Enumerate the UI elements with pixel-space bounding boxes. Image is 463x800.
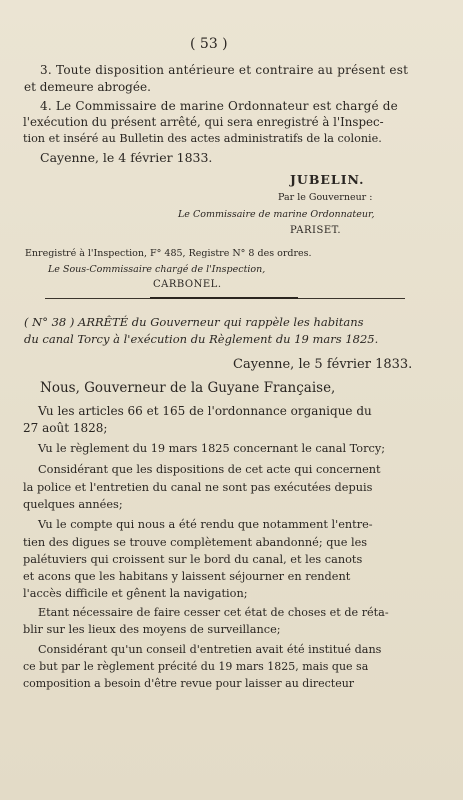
decree-line: et acons que les habitans y laissent séjourner en rendent xyxy=(23,570,351,583)
decree-line: ce but par le règlement précité du 19 mars 1825, mais que sa xyxy=(23,660,369,673)
article-4-line-1: 4. Le Commissaire de marine Ordonnateur est chargé de xyxy=(40,99,398,113)
decree-date: Cayenne, le 5 février 1833. xyxy=(233,357,413,372)
registration-signer: CARBONEL. xyxy=(153,279,222,290)
registration-line: Enregistré à l'Inspection, F° 485, Registre N° 8 des ordres. xyxy=(25,248,312,259)
decree-line: Vu les articles 66 et 165 de l'ordonnance organique du xyxy=(38,404,372,418)
registration-role: Le Sous-Commissaire chargé de l'Inspection, xyxy=(48,264,266,275)
signer-role: Le Commissaire de marine Ordonnateur, xyxy=(178,209,375,220)
article-4-line-2: l'exécution du présent arrêté, qui sera enregistré à l'Inspec- xyxy=(23,115,384,129)
page-number: ( 53 ) xyxy=(190,36,228,52)
governor-signature: JUBELIN. xyxy=(290,172,365,187)
decree-title-line-1: ( N° 38 ) ARRÊTÉ du Gouverneur qui rappèle les habitans xyxy=(24,315,364,329)
decree-line: la police et l'entretien du canal ne sont pas exécutées depuis xyxy=(23,481,373,494)
article-3-line-1: 3. Toute disposition antérieure et contraire au présent est xyxy=(40,63,409,77)
decree-line: blir sur les lieux des moyens de surveillance; xyxy=(23,623,281,636)
decree-preamble: Nous, Gouverneur de la Guyane Française, xyxy=(40,380,336,396)
decree-line: Etant nécessaire de faire cesser cet état de choses et de réta- xyxy=(38,606,389,619)
decree-title-line-2: du canal Torcy à l'exécution du Règlement du 19 mars 1825. xyxy=(24,332,379,346)
signer-name: PARISET. xyxy=(290,225,342,236)
signature-by-line: Par le Gouverneur : xyxy=(278,192,373,203)
decree-line: palétuviers qui croissent sur le bord du canal, et les canots xyxy=(23,553,363,566)
decree-line: composition a besoin d'être revue pour laisser au directeur xyxy=(23,677,355,690)
signing-date: Cayenne, le 4 février 1833. xyxy=(40,150,213,165)
decree-line: Vu le règlement du 19 mars 1825 concernant le canal Torcy; xyxy=(38,442,386,455)
article-3-line-2: et demeure abrogée. xyxy=(24,80,151,94)
decree-line: Considérant qu'un conseil d'entretien avait été institué dans xyxy=(38,643,382,656)
decree-line: Vu le compte qui nous a été rendu que notamment l'entre- xyxy=(38,518,373,531)
decree-line: Considérant que les dispositions de cet acte qui concernent xyxy=(38,463,381,476)
decree-line: tien des digues se trouve complètement abandonné; que les xyxy=(23,536,368,549)
article-4-line-3: tion et inséré au Bulletin des actes administratifs de la colonie. xyxy=(23,132,382,145)
decree-line: l'accès difficile et gênent la navigation; xyxy=(23,587,248,600)
decree-line: 27 août 1828; xyxy=(23,421,108,435)
decree-line: quelques années; xyxy=(23,498,123,511)
separator-rule-center xyxy=(150,297,298,299)
